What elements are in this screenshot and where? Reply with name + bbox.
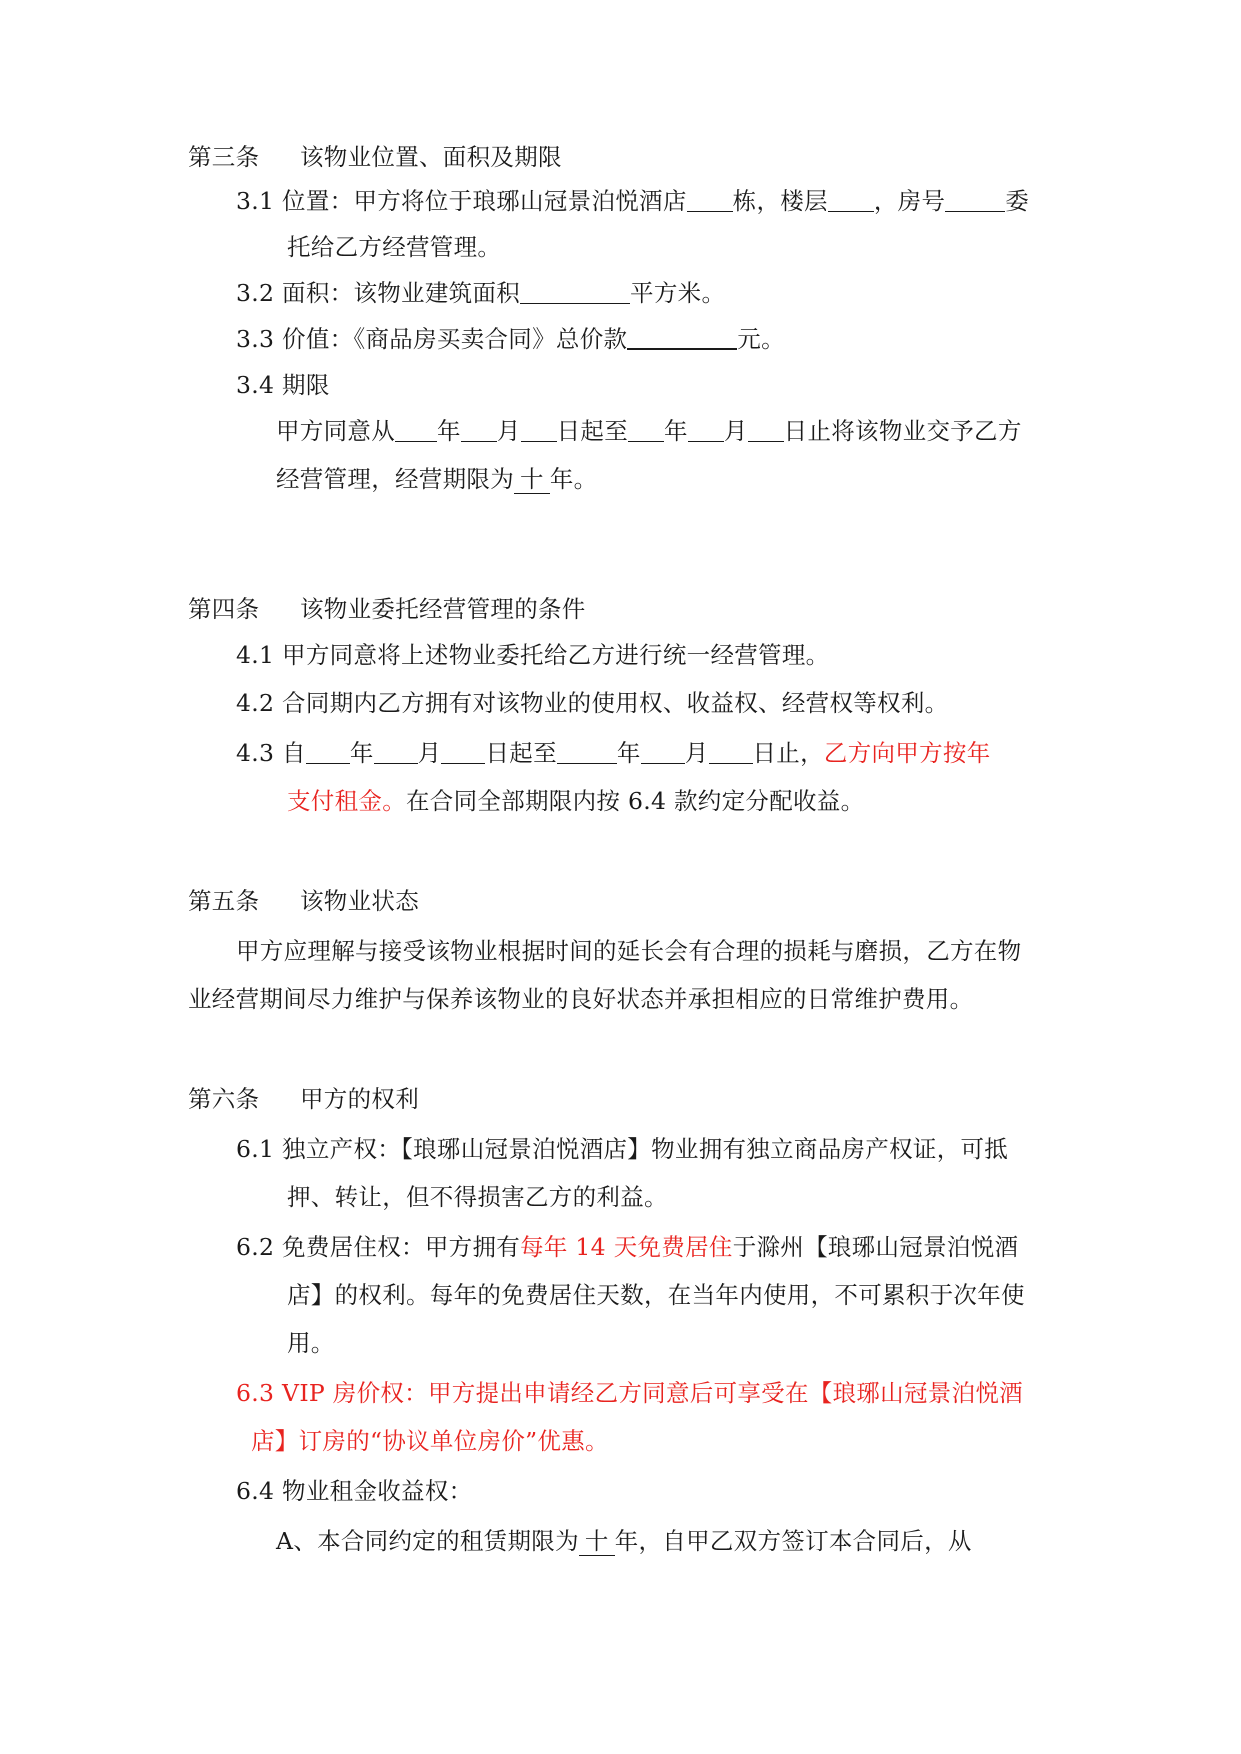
month-label: 月 bbox=[723, 417, 748, 445]
article-number: 第六条 bbox=[188, 1085, 260, 1113]
blank-area bbox=[520, 279, 630, 304]
clause-3-4-cont bbox=[276, 464, 597, 494]
highlighted-text: 乙方向甲方按年 bbox=[823, 739, 991, 767]
highlighted-text: 支付租金。 bbox=[287, 787, 406, 815]
clause-6-1: 6.1 独立产权：【琅琊山冠景泊悦酒店】物业拥有独立商品房产权证，可抵 bbox=[236, 1135, 1009, 1163]
clause-3-4: 3.4 期限 bbox=[236, 371, 330, 399]
article-number: 第三条 bbox=[188, 143, 260, 171]
clause-text: 平方米。 bbox=[630, 279, 726, 307]
term-years-value: 十 bbox=[514, 465, 550, 494]
clause-6-3-cont: 店】订房的“协议单位房价”优惠。 bbox=[251, 1427, 609, 1455]
blank-floor bbox=[828, 187, 874, 212]
clause-4-2: 4.2 合同期内乙方拥有对该物业的使用权、收益权、经营权等权利。 bbox=[236, 689, 949, 717]
article-title: 该物业位置、面积及期限 bbox=[300, 143, 562, 171]
clause-6-2-cont: 店】的权利。每年的免费居住天数，在当年内使用，不可累积于次年使 bbox=[287, 1281, 1025, 1309]
clause-6-2 bbox=[236, 1232, 1018, 1262]
clause-6-4: 6.4 物业租金收益权： bbox=[236, 1477, 473, 1505]
article-title: 甲方的权利 bbox=[300, 1085, 419, 1113]
clause-text: 经营管理，经营期限为 bbox=[276, 465, 514, 493]
clause-6-3: 6.3 VIP 房价权：甲方提出申请经乙方同意后可享受在【琅琊山冠景泊悦酒 bbox=[236, 1379, 1023, 1407]
clause-text: 在合同全部期限内按 6.4 款约定分配收益。 bbox=[406, 787, 865, 815]
blank-start-day bbox=[441, 739, 485, 764]
clause-text: 委 bbox=[1005, 187, 1030, 215]
article-6-heading bbox=[188, 1084, 419, 1114]
blank-end-day bbox=[709, 739, 753, 764]
term-years-value: 十 bbox=[579, 1527, 615, 1556]
blank-start-day bbox=[521, 417, 557, 442]
article-title: 该物业状态 bbox=[300, 887, 419, 915]
article-5-para-line-1: 甲方应理解与接受该物业根据时间的延长会有合理的损耗与磨损，乙方在物 bbox=[236, 937, 1022, 965]
clause-6-1-cont: 押、转让，但不得损害乙方的利益。 bbox=[287, 1183, 668, 1211]
blank-building bbox=[687, 187, 733, 212]
blank-start-year bbox=[395, 417, 437, 442]
highlighted-text: 每年 14 天免费居住 bbox=[520, 1233, 733, 1261]
clause-6-2-cont-2: 用。 bbox=[287, 1329, 335, 1357]
blank-end-day bbox=[748, 417, 784, 442]
year-label: 年 bbox=[616, 739, 641, 767]
blank-end-month bbox=[688, 417, 724, 442]
clause-3-4-body bbox=[276, 416, 1022, 446]
clause-3-1-cont: 托给乙方经营管理。 bbox=[287, 233, 502, 261]
clause-4-1: 4.1 甲方同意将上述物业委托给乙方进行统一经营管理。 bbox=[236, 641, 830, 669]
clause-text: 日止， bbox=[752, 739, 824, 767]
year-label: 年 bbox=[349, 739, 374, 767]
clause-text: 日起至 bbox=[485, 739, 557, 767]
blank-start-month bbox=[461, 417, 497, 442]
blank-price bbox=[627, 324, 737, 350]
clause-text: A、本合同约定的租赁期限为 bbox=[276, 1527, 579, 1555]
year-label: 年 bbox=[437, 417, 461, 445]
article-5-heading bbox=[188, 886, 419, 916]
clause-text: 于滁州【琅琊山冠景泊悦酒 bbox=[732, 1233, 1019, 1261]
month-label: 月 bbox=[496, 417, 521, 445]
article-5-para-line-2: 业经营期间尽力维护与保养该物业的良好状态并承担相应的日常维护费用。 bbox=[188, 985, 974, 1013]
clause-text: 3.2 面积：该物业建筑面积 bbox=[236, 279, 521, 307]
clause-text: 4.3 自 bbox=[236, 739, 306, 767]
blank-end-year bbox=[557, 739, 617, 764]
blank-end-month bbox=[641, 739, 685, 764]
year-label: 年 bbox=[664, 417, 688, 445]
article-title: 该物业委托经营管理的条件 bbox=[300, 595, 586, 623]
article-3-heading bbox=[188, 142, 562, 172]
blank-start-month bbox=[374, 739, 418, 764]
clause-3-3 bbox=[236, 324, 785, 354]
clause-text: 日止将该物业交予乙方 bbox=[783, 417, 1022, 445]
clause-text: 元。 bbox=[737, 325, 785, 353]
month-label: 月 bbox=[684, 739, 709, 767]
clause-text: 3.3 价值：《商品房买卖合同》总价款 bbox=[236, 325, 628, 353]
article-4-heading bbox=[188, 594, 586, 624]
article-number: 第四条 bbox=[188, 595, 260, 623]
clause-text: 栋，楼层 bbox=[732, 187, 828, 215]
month-label: 月 bbox=[417, 739, 442, 767]
clause-3-1 bbox=[236, 186, 1029, 216]
clause-text: 6.2 免费居住权：甲方拥有 bbox=[236, 1233, 521, 1261]
blank-room-number bbox=[945, 187, 1005, 212]
clause-text: 3.1 位置：甲方将位于琅琊山冠景泊悦酒店 bbox=[236, 187, 687, 215]
clause-text: 年。 bbox=[549, 465, 598, 493]
clause-4-3 bbox=[236, 738, 991, 768]
blank-start-year bbox=[306, 739, 350, 764]
clause-text: ，房号 bbox=[873, 187, 946, 215]
clause-4-3-cont bbox=[287, 786, 864, 816]
blank-end-year bbox=[628, 417, 664, 442]
clause-6-4-a bbox=[276, 1526, 972, 1556]
article-number: 第五条 bbox=[188, 887, 260, 915]
clause-text: 日起至 bbox=[556, 417, 629, 445]
clause-text: 甲方同意从 bbox=[276, 417, 395, 445]
clause-text: 年，自甲乙双方签订本合同后，从 bbox=[614, 1527, 972, 1555]
clause-3-2 bbox=[236, 278, 725, 308]
